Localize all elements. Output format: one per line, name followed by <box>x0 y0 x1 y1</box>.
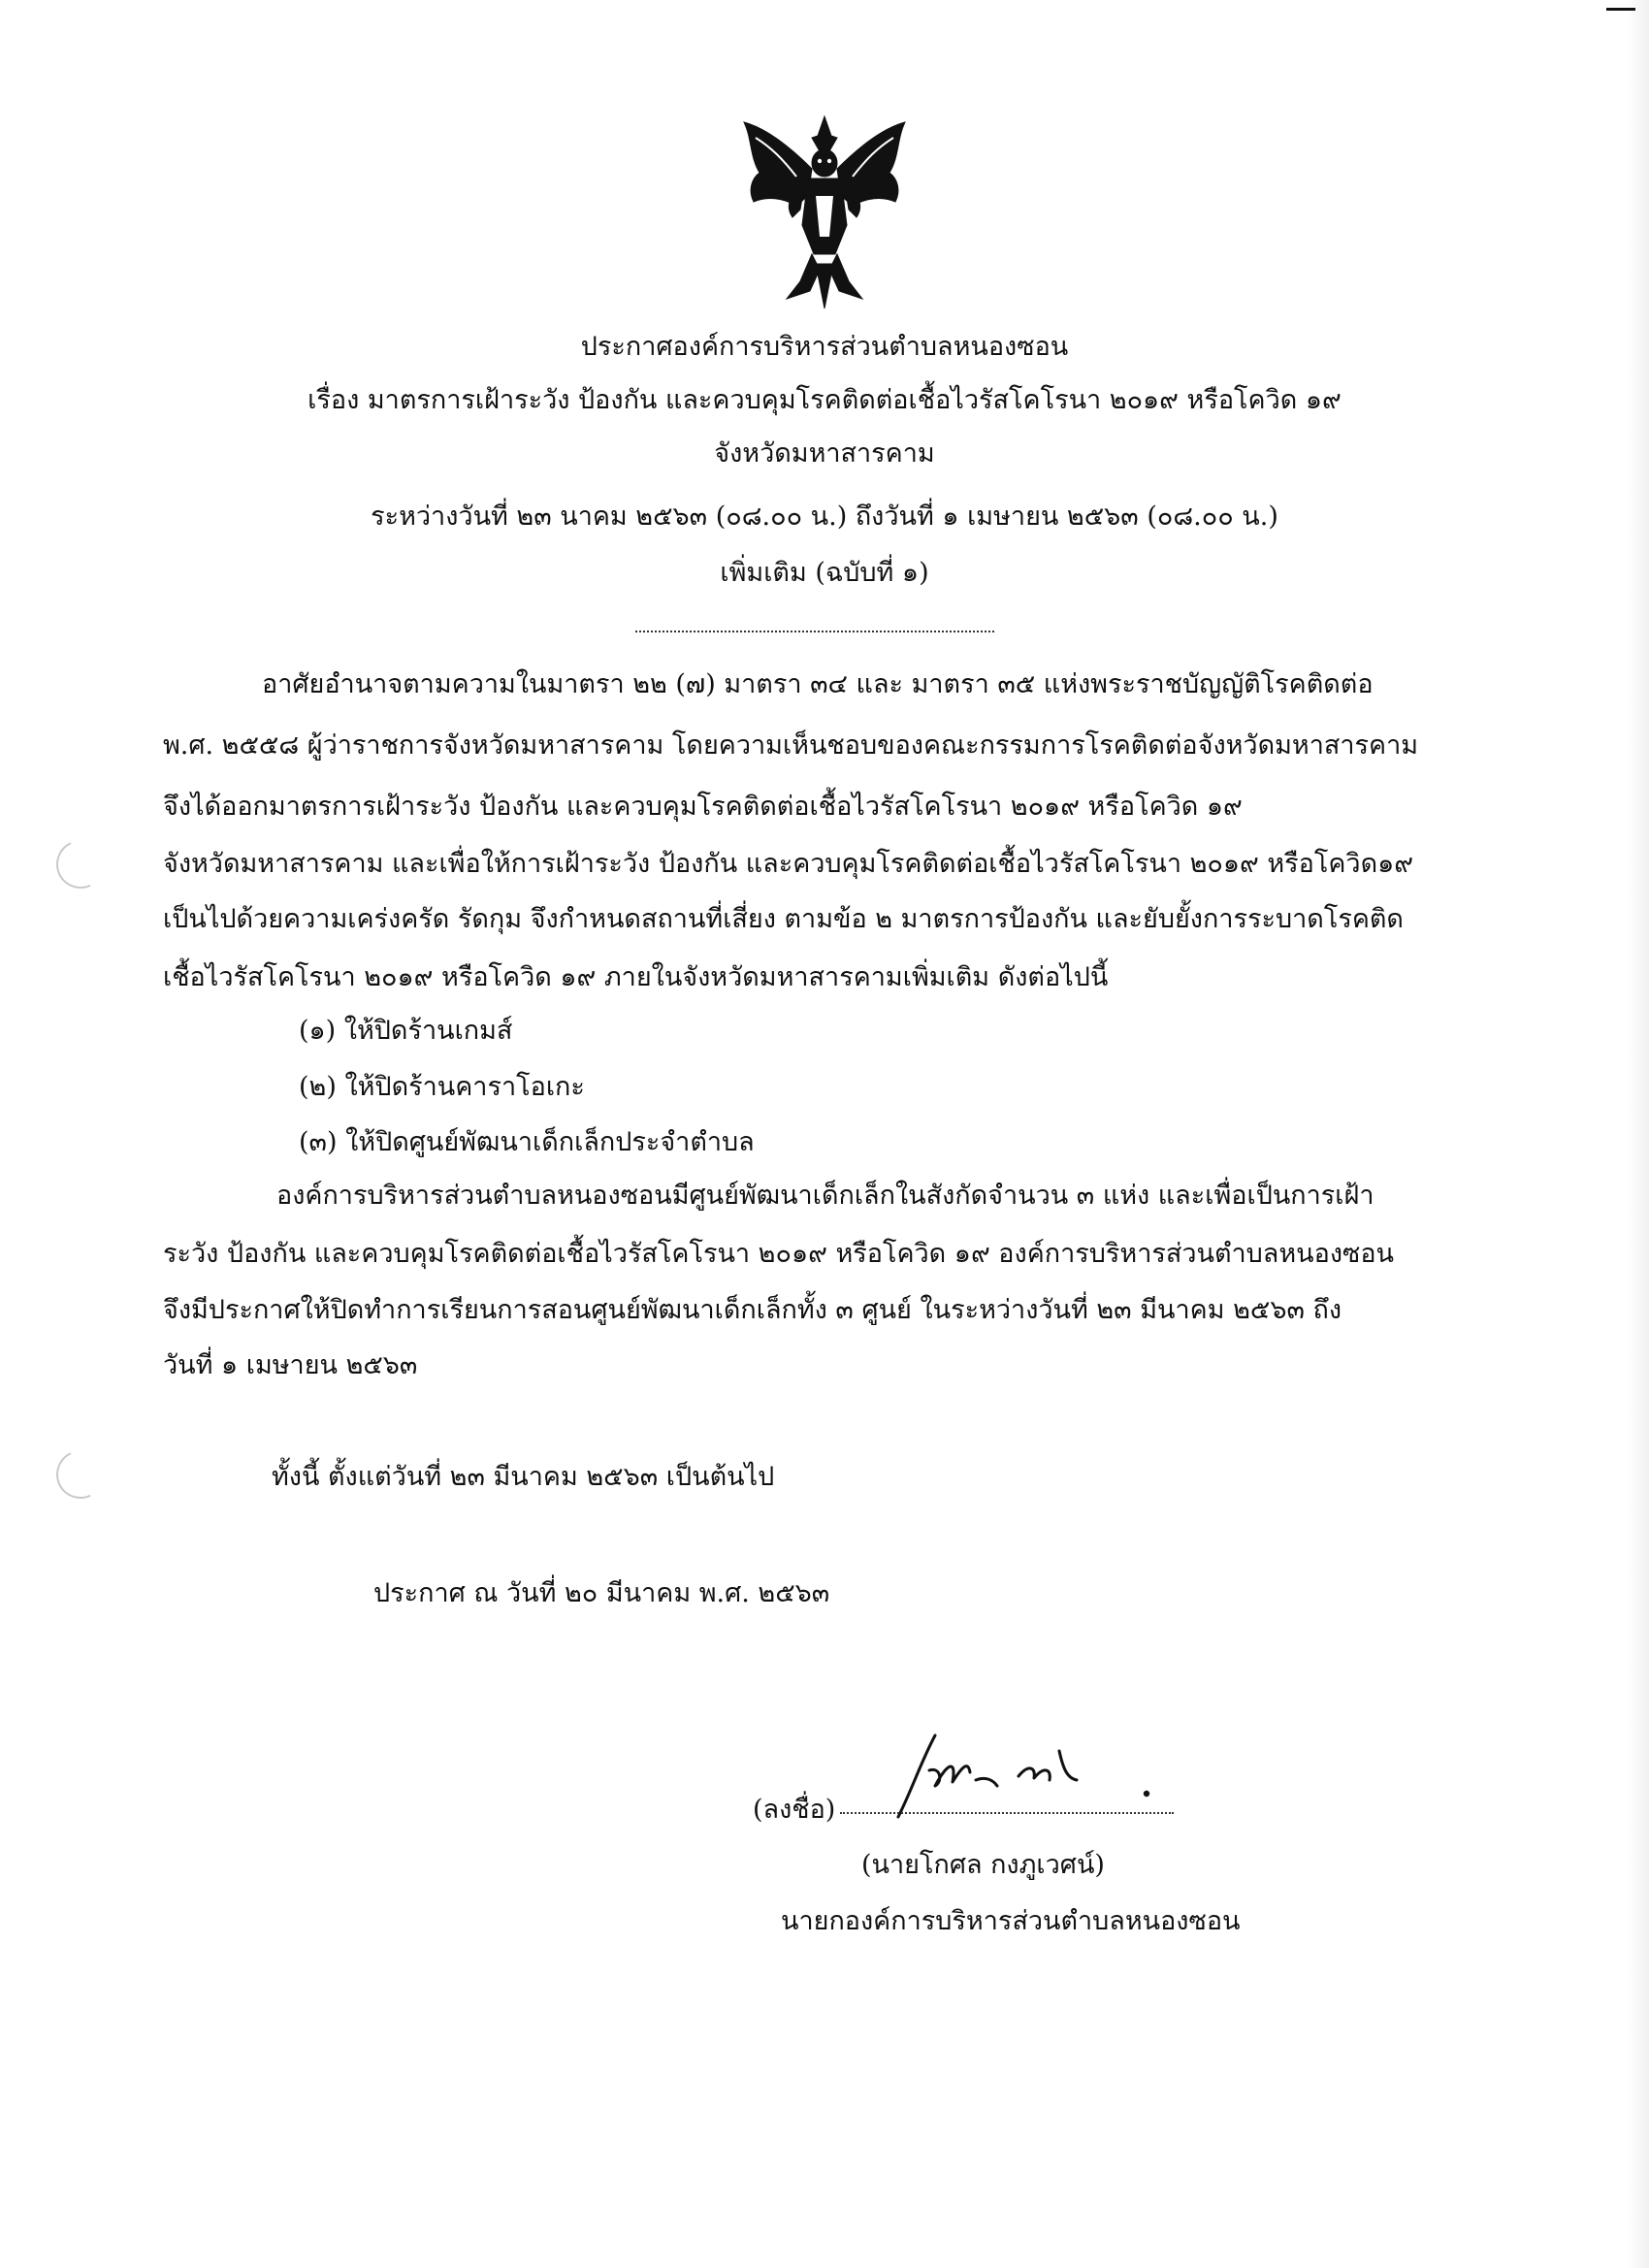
effective-date: ทั้งนี้ ตั้งแต่วันที่ ๒๓ มีนาคม ๒๕๖๓ เป็นต้นไป <box>272 1462 775 1492</box>
header-divider <box>635 631 994 632</box>
list-item: (๓) ให้ปิดศูนย์พัฒนาเด็กเล็กประจำตำบล <box>299 1127 755 1157</box>
corner-mark <box>1606 8 1635 11</box>
paragraph-line: จังหวัดมหาสารคาม และเพื่อให้การเฝ้าระวัง ป้องกัน และควบคุมโรคติดต่อเชื้อไวรัสโคโรนา ๒๐๑๙ หรือโควิด๑๙ <box>163 849 1414 879</box>
announcement-period: ระหว่างวันที่ ๒๓ นาคม ๒๕๖๓ (๐๘.๐๐ น.) ถึงวันที่ ๑ เมษายน ๒๕๖๓ (๐๘.๐๐ น.) <box>371 502 1278 532</box>
paragraph-line: เป็นไปด้วยความเคร่งครัด รัดกุม จึงกำหนดสถานที่เสี่ยง ตามข้อ ๒ มาตรการป้องกัน และยับยั้งการระบาดโรคติด <box>163 904 1404 934</box>
punch-hole-lower <box>49 1443 112 1506</box>
garuda-emblem-icon <box>723 109 926 312</box>
paragraph-line: องค์การบริหารส่วนตำบลหนองซอนมีศูนย์พัฒนาเด็กเล็กในสังกัดจำนวน ๓ แห่ง และเพื่อเป็นการเฝ้า <box>276 1181 1374 1211</box>
list-item: (๑) ให้ปิดร้านเกมส์ <box>299 1016 513 1046</box>
list-item: (๒) ให้ปิดร้านคาราโอเกะ <box>299 1072 585 1102</box>
scan-edge <box>1626 0 1649 2268</box>
punch-hole-upper <box>49 833 112 895</box>
announcement-province: จังหวัดมหาสารคาม <box>714 438 935 469</box>
signature-line <box>840 1812 1174 1814</box>
announcement-edition: เพิ่มเติม (ฉบับที่ ๑) <box>720 558 929 588</box>
announcement-title: ประกาศองค์การบริหารส่วนตำบลหนองซอน <box>580 332 1069 362</box>
paragraph-line: จึงมีประกาศให้ปิดทำการเรียนการสอนศูนย์พัฒนาเด็กเล็กทั้ง ๓ ศูนย์ ในระหว่างวันที่ ๒๓ มีนาคม ๒๕๖๓ ถึง <box>163 1295 1342 1325</box>
paragraph-line: อาศัยอำนาจตามความในมาตรา ๒๒ (๗) มาตรา ๓๔ และ มาตรา ๓๕ แห่งพระราชบัญญัติโรคติดต่อ <box>262 669 1374 699</box>
paragraph-line: จึงได้ออกมาตรการเฝ้าระวัง ป้องกัน และควบคุมโรคติดต่อเชื้อไวรัสโคโรนา ๒๐๑๙ หรือโควิด ๑๙ <box>163 792 1243 822</box>
announcement-date: ประกาศ ณ วันที่ ๒๐ มีนาคม พ.ศ. ๒๕๖๓ <box>373 1578 830 1608</box>
paragraph-line: ระวัง ป้องกัน และควบคุมโรคติดต่อเชื้อไวรัสโคโรนา ๒๐๑๙ หรือโควิด ๑๙ องค์การบริหารส่วนตำบลหนองซอน <box>163 1239 1394 1269</box>
paragraph-line: เชื้อไวรัสโคโรนา ๒๐๑๙ หรือโควิด ๑๙ ภายในจังหวัดมหาสารคามเพิ่มเติม ดังต่อไปนี้ <box>163 962 1109 992</box>
paragraph-line: พ.ศ. ๒๕๕๘ ผู้ว่าราชการจังหวัดมหาสารคาม โดยความเห็นชอบของคณะกรรมการโรคติดต่อจังหวัดมหาสารคาม <box>163 730 1419 761</box>
signatory-name: (นายโกศล กงภูเวศน์) <box>861 1850 1105 1880</box>
paragraph-line: วันที่ ๑ เมษายน ๒๕๖๓ <box>163 1350 418 1380</box>
announcement-subject: เรื่อง มาตรการเฝ้าระวัง ป้องกัน และควบคุมโรคติดต่อเชื้อไวรัสโคโรนา ๒๐๑๙ หรือโควิด ๑๙ <box>307 385 1342 415</box>
signatory-position: นายกองค์การบริหารส่วนตำบลหนองซอน <box>781 1906 1241 1936</box>
signature-label: (ลงชื่อ) <box>753 1795 836 1825</box>
